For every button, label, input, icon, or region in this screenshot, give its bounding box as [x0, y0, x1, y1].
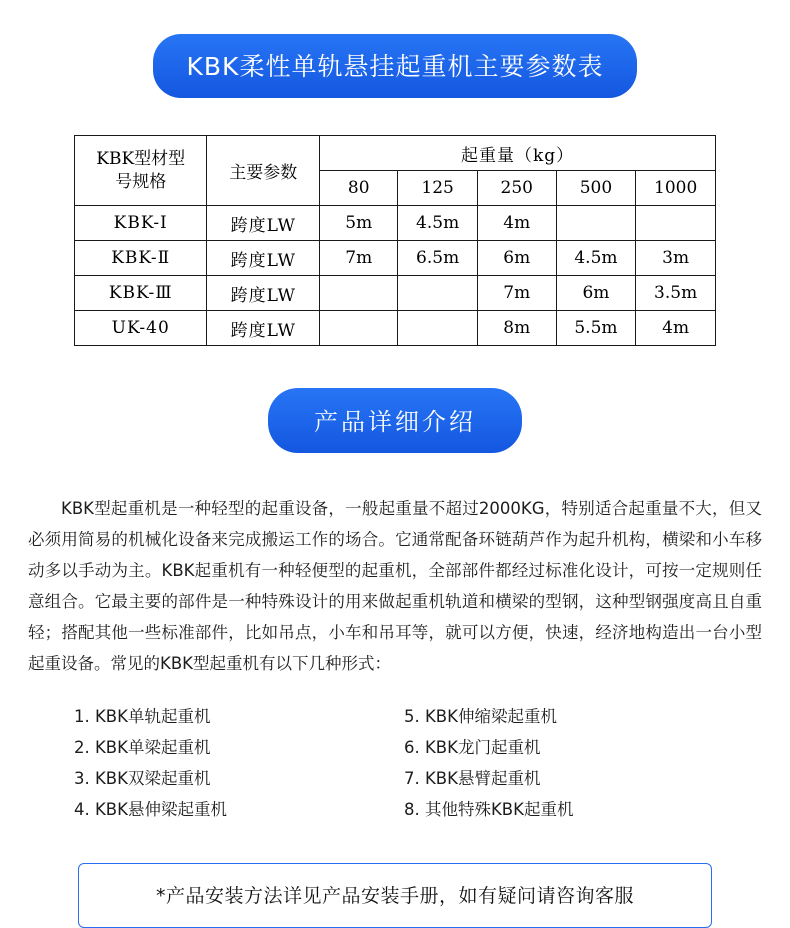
list-item: 3. KBK双梁起重机: [74, 769, 211, 788]
header-model-line2: 号规格: [115, 171, 167, 192]
row-param: 跨度LW: [207, 241, 320, 276]
header-capacity-1000: 1000: [636, 171, 716, 206]
intro-paragraph: KBK型起重机是一种轻型的起重设备，一般起重量不超过2000KG，特别适合起重量不大，但又必须用简易的机械化设备来完成搬运工作的场合。它通常配备环链葫芦作为起升机构，横梁和小车移动多以手动为主。KBK起重机有一种轻便型的起重机，全部部件都经过标准化设计，可按一定规则任意组合。它最主要的部件是一种特殊设计的用来做起重机轨道和横梁的型钢，这种型钢强度高且自重轻；搭配其他一些标准部件，比如吊点，小车和吊耳等，就可以方便，快速，经济地构造出一台小型起重设备。常见的KBK型起重机有以下几种形式：: [28, 499, 762, 673]
cell-value: 4m: [477, 206, 556, 241]
crane-type-list-left: [74, 701, 404, 825]
table-row: [75, 206, 716, 241]
footer-note: *产品安装方法详见产品安装手册，如有疑问请咨询客服: [78, 863, 712, 928]
list-item: 8. 其他特殊KBK起重机: [404, 800, 574, 819]
spec-table: [74, 135, 716, 346]
cell-value: 4m: [636, 311, 716, 346]
table-row: [75, 311, 716, 346]
section-title: 产品详细介绍: [268, 388, 522, 453]
header-capacity-125: 125: [398, 171, 478, 206]
list-item: 1. KBK单轨起重机: [74, 707, 211, 726]
header-parameter: 主要参数: [207, 136, 320, 206]
cell-value: 6m: [556, 276, 636, 311]
list-item: 2. KBK单梁起重机: [74, 738, 211, 757]
cell-value: [636, 206, 716, 241]
cell-value: [320, 311, 398, 346]
header-model-line1: KBK型材型: [96, 148, 186, 169]
cell-value: [398, 276, 478, 311]
cell-value: [320, 276, 398, 311]
header-capacity-250: 250: [477, 171, 556, 206]
footer-note-container: [78, 863, 712, 928]
cell-value: [556, 206, 636, 241]
cell-value: 4.5m: [556, 241, 636, 276]
table-header-row-1: [75, 136, 716, 171]
spec-table-head: [75, 136, 716, 206]
cell-value: 7m: [320, 241, 398, 276]
cell-value: 3m: [636, 241, 716, 276]
crane-type-list: [0, 701, 790, 825]
cell-value: 7m: [477, 276, 556, 311]
cell-value: 6.5m: [398, 241, 478, 276]
crane-type-list-right: [404, 701, 734, 825]
list-item: 4. KBK悬伸梁起重机: [74, 800, 227, 819]
cell-value: 5.5m: [556, 311, 636, 346]
cell-value: 6m: [477, 241, 556, 276]
header-model: [75, 136, 207, 206]
row-model: KBK-Ⅱ: [75, 241, 207, 276]
header-capacity-group: 起重量（kg）: [320, 136, 716, 171]
section-banner: [0, 388, 790, 453]
cell-value: 3.5m: [636, 276, 716, 311]
row-param: 跨度LW: [207, 311, 320, 346]
list-item: 7. KBK悬臂起重机: [404, 769, 541, 788]
row-model: KBK-Ⅲ: [75, 276, 207, 311]
cell-value: 8m: [477, 311, 556, 346]
table-row: [75, 276, 716, 311]
list-item: 6. KBK龙门起重机: [404, 738, 541, 757]
cell-value: 4.5m: [398, 206, 478, 241]
row-model: UK-40: [75, 311, 207, 346]
cell-value: 5m: [320, 206, 398, 241]
list-item: 5. KBK伸缩梁起重机: [404, 707, 557, 726]
cell-value: [398, 311, 478, 346]
page-title: KBK柔性单轨悬挂起重机主要参数表: [153, 34, 638, 98]
row-param: 跨度LW: [207, 206, 320, 241]
spec-table-body: [75, 206, 716, 346]
header-capacity-500: 500: [556, 171, 636, 206]
table-row: [75, 241, 716, 276]
title-banner: [0, 0, 790, 98]
row-param: 跨度LW: [207, 276, 320, 311]
spec-table-container: [74, 135, 716, 346]
header-capacity-80: 80: [320, 171, 398, 206]
row-model: KBK-Ⅰ: [75, 206, 207, 241]
